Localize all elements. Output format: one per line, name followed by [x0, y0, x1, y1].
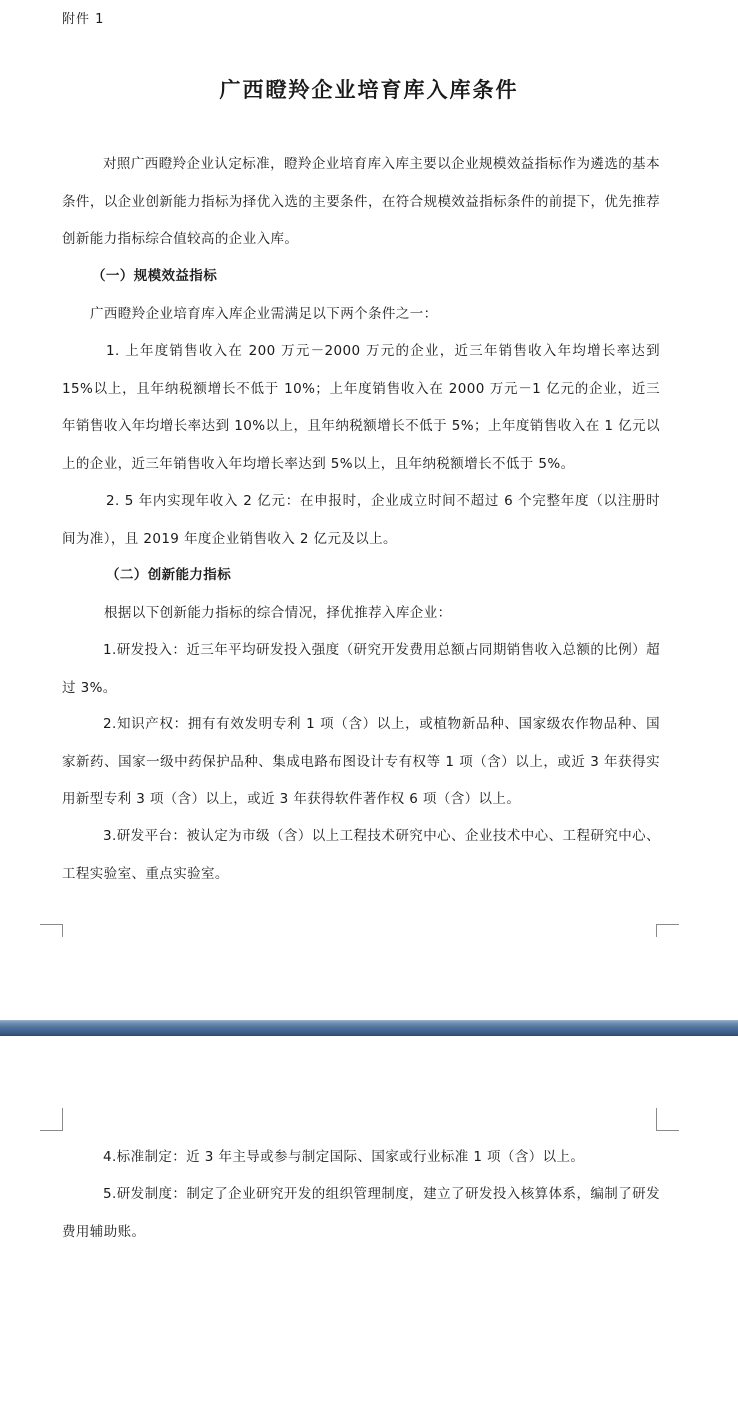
page-break-separator [0, 1020, 738, 1036]
margin-corner-bottom-right [656, 924, 679, 937]
section1-lead: 广西瞪羚企业培育库入库企业需满足以下两个条件之一： [90, 306, 438, 322]
section1-item-2: 2. 5 年内实现年收入 2 亿元：在申报时，企业成立时间不超过 6 个完整年度（以注册时间为准），且 2019 年度企业销售收入 2 亿元及以上。 [62, 493, 660, 547]
section2-item-4: 4.标准制定：近 3 年主导或参与制定国际、国家或行业标准 1 项（含）以上。 [103, 1149, 585, 1165]
section2-item-1: 1.研发投入：近三年平均研发投入强度（研究开发费用总额占同期销售收入总额的比例）超过 3%。 [62, 642, 660, 696]
intro-paragraph: 对照广西瞪羚企业认定标准，瞪羚企业培育库入库主要以企业规模效益指标作为遴选的基本条件，以企业创新能力指标为择优入选的主要条件，在符合规模效益指标条件的前提下，优先推荐创新能力指标综合值较高的企业入库。 [62, 156, 660, 247]
section2-item-2: 2.知识产权：拥有有效发明专利 1 项（含）以上，或植物新品种、国家级农作物品种、国家新药、国家一级中药保护品种、集成电路布图设计专有权等 1 项（含）以上，或近 3 年获得实用新型专利 3 项（含）以上，或近 3 年获得软件著作权 6 项（含）以上。 [62, 716, 660, 807]
margin-corner-bottom-left [40, 924, 63, 937]
section2-lead: 根据以下创新能力指标的综合情况，择优推荐入库企业： [104, 605, 452, 621]
margin-corner-top-left [40, 1108, 63, 1131]
section2-heading: （二）创新能力指标 [106, 567, 232, 583]
attachment-label: 附件 1 [62, 12, 105, 27]
margin-corner-top-right [656, 1108, 679, 1131]
document-page-2 [0, 1036, 738, 1416]
section2-item-5: 5.研发制度：制定了企业研究开发的组织管理制度，建立了研发投入核算体系，编制了研发费用辅助账。 [62, 1186, 660, 1240]
section1-heading: （一）规模效益指标 [92, 268, 218, 284]
document-title: 广西瞪羚企业培育库入库条件 [219, 77, 519, 102]
section1-item-1: 1. 上年度销售收入在 200 万元－2000 万元的企业，近三年销售收入年均增长率达到 15%以上，且年纳税额增长不低于 10%；上年度销售收入在 2000 万元－1 亿元的企业，近三年销售收入年均增长率达到 10%以上，且年纳税额增长不低于 5%；上年度销售收入在 1 亿元以上的企业，近三年销售收入年均增长率达到 5%以上，且年纳税额增长不低于 5%。 [62, 343, 660, 472]
section2-item-3: 3.研发平台：被认定为市级（含）以上工程技术研究中心、企业技术中心、工程研究中心、工程实验室、重点实验室。 [62, 828, 660, 882]
